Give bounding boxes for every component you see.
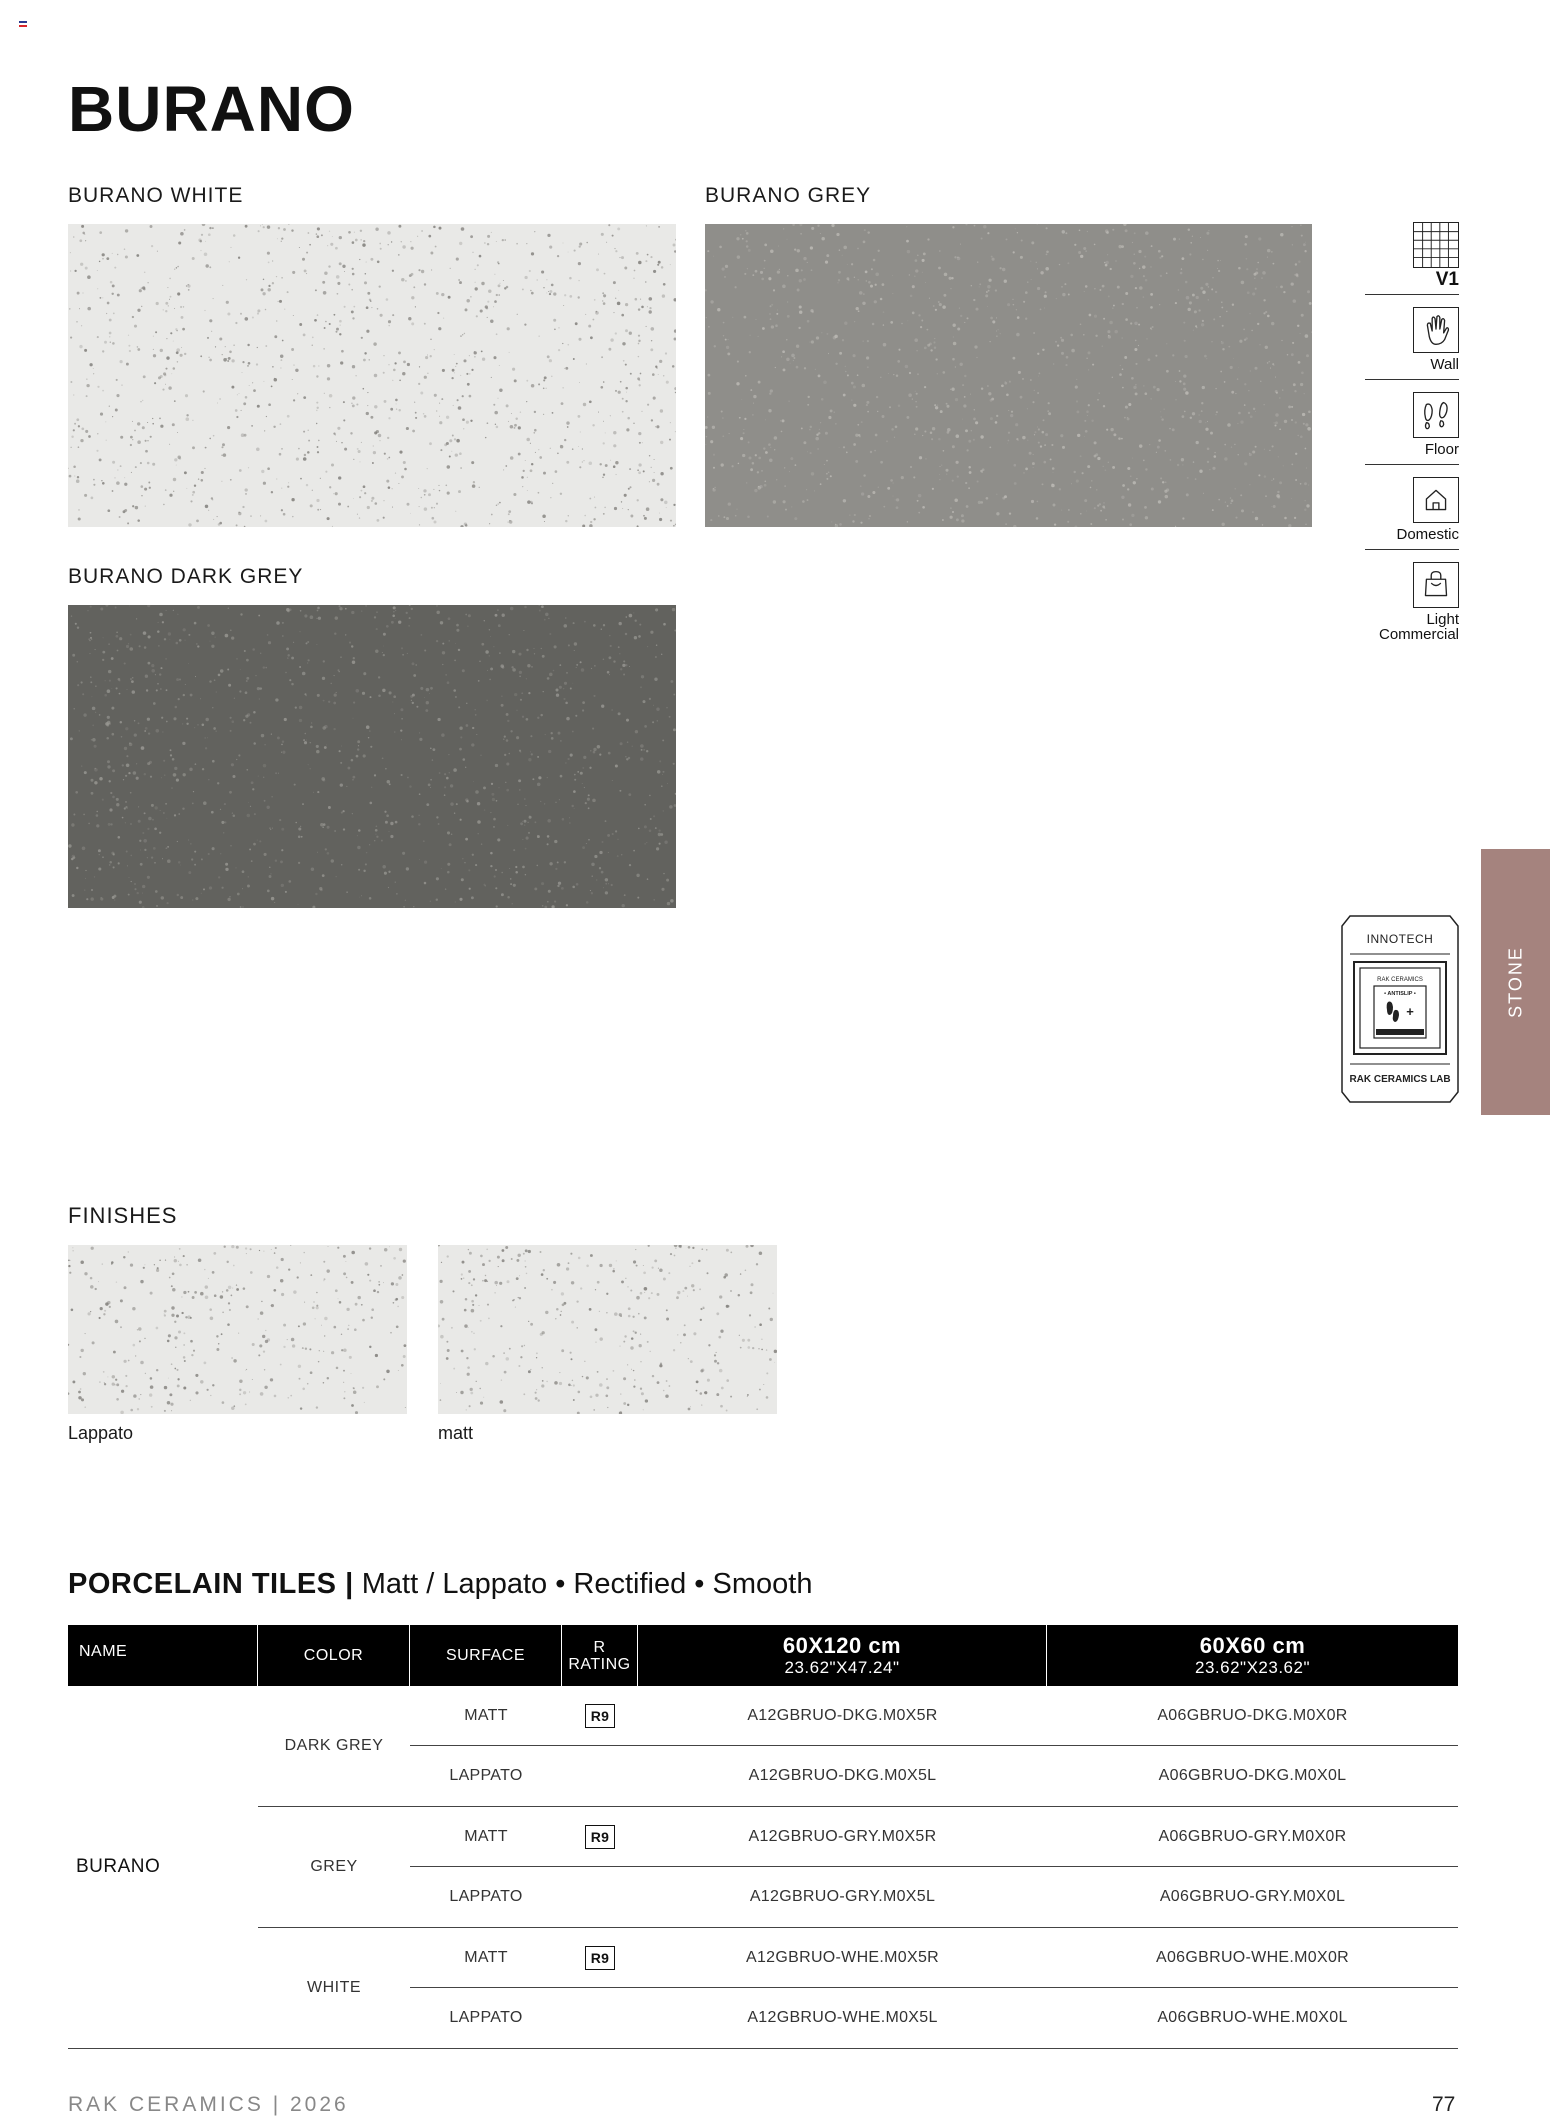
tile-label-dark-grey: BURANO DARK GREY xyxy=(68,565,304,588)
tile-swatch-grey xyxy=(705,224,1312,527)
surface-cell: LAPPATO xyxy=(449,1767,523,1784)
header-color: COLOR xyxy=(258,1625,410,1686)
header-r-rating xyxy=(562,1625,638,1686)
code-60x120-cell: A12GBRUO-GRY.M0X5L xyxy=(749,1888,936,1905)
color-cell: WHITE xyxy=(306,1979,362,1996)
spec-table xyxy=(68,1625,1458,2049)
color-group xyxy=(258,1928,1458,2048)
bag-commercial-icon xyxy=(1413,562,1459,608)
finish-swatch-matt xyxy=(438,1245,777,1414)
code-60x60-cell: A06GBRUO-WHE.M0X0R xyxy=(1156,1948,1349,1966)
badge-top-text: INNOTECH xyxy=(1366,932,1434,946)
color-group xyxy=(258,1686,1458,1807)
color-cell: GREY xyxy=(310,1858,358,1875)
usage-label-v1: V1 xyxy=(1435,269,1459,290)
table-row xyxy=(410,1928,1458,1988)
header-r-line2: RATING xyxy=(568,1655,631,1673)
series-heading xyxy=(68,1568,812,1601)
code-60x120-cell: A12GBRUO-DKG.M0X5R xyxy=(747,1706,938,1724)
tile-swatch-white xyxy=(68,224,676,527)
code-60x60-cell: A06GBRUO-WHE.M0X0L xyxy=(1157,2009,1348,2026)
color-group xyxy=(258,1807,1458,1928)
usage-item-floor xyxy=(1365,392,1459,465)
tile-swatch-dark-grey xyxy=(68,605,676,908)
header-size2-in: 23.62"X23.62" xyxy=(1195,1657,1310,1677)
header-name: NAME xyxy=(68,1625,258,1686)
code-60x60-cell: A06GBRUO-GRY.M0X0L xyxy=(1159,1888,1346,1905)
table-row xyxy=(410,1746,1458,1806)
r-rating-badge: R9 xyxy=(585,1946,616,1970)
finish-name-lappato: Lappato xyxy=(68,1423,134,1443)
header-size1-in: 23.62"X47.24" xyxy=(784,1657,900,1677)
badge-bottom-text: RAK CERAMICS LAB xyxy=(1349,1074,1451,1085)
code-60x120-cell: A12GBRUO-WHE.M0X5L xyxy=(747,2009,938,2026)
header-r-line1: R xyxy=(593,1638,606,1656)
usage-label-wall: Wall xyxy=(1430,356,1459,373)
page-number: 77 xyxy=(1432,2093,1456,2116)
surface-cell: LAPPATO xyxy=(449,2009,523,2026)
code-60x60-cell: A06GBRUO-DKG.M0X0R xyxy=(1157,1706,1348,1724)
usage-label-light: Light xyxy=(1426,611,1459,628)
code-60x120-cell: A12GBRUO-WHE.M0X5R xyxy=(746,1948,939,1966)
page-title: BURANO xyxy=(68,73,355,145)
tile-label-grey: BURANO GREY xyxy=(705,184,872,207)
surface-cell: MATT xyxy=(464,1827,508,1845)
surface-cell: MATT xyxy=(464,1948,508,1966)
grid-v1-icon xyxy=(1413,222,1459,268)
header-size-60x120 xyxy=(638,1625,1047,1686)
usage-sidebar xyxy=(1365,222,1459,661)
r-rating-cell xyxy=(562,1946,638,1970)
code-60x120-cell: A12GBRUO-DKG.M0X5L xyxy=(748,1767,937,1784)
badge-antislip-text: • ANTISLIP • xyxy=(1384,991,1416,997)
surface-cell: MATT xyxy=(464,1706,508,1724)
footprints-floor-icon xyxy=(1413,392,1459,438)
code-60x60-cell: A06GBRUO-DKG.M0X0L xyxy=(1158,1767,1347,1784)
svg-text:+: + xyxy=(1406,1004,1414,1019)
section-tab-stone[interactable] xyxy=(1481,849,1550,1115)
usage-label-floor: Floor xyxy=(1424,441,1459,458)
header-size1-cm: 60X120 cm xyxy=(782,1632,902,1658)
badge-inner-top-text: RAK CERAMICS xyxy=(1377,977,1423,983)
table-row xyxy=(410,1867,1458,1927)
code-60x120-cell: A12GBRUO-GRY.M0X5R xyxy=(748,1827,937,1845)
series-name-cell: BURANO xyxy=(76,1856,161,1877)
usage-item-light-commercial xyxy=(1365,562,1459,649)
surface-cell: LAPPATO xyxy=(449,1888,523,1905)
table-row xyxy=(410,1686,1458,1746)
finish-name-matt: matt xyxy=(438,1423,474,1443)
usage-item-domestic xyxy=(1365,477,1459,550)
hand-wall-icon xyxy=(1413,307,1459,353)
section-tab-label: STONE xyxy=(1505,946,1525,1018)
usage-item-v1 xyxy=(1365,222,1459,295)
usage-label-commercial: Commercial xyxy=(1378,626,1459,643)
finish-swatch-lappato xyxy=(68,1245,407,1414)
language-flag-icon[interactable] xyxy=(19,21,27,27)
series-heading-rest: Matt / Lappato • Rectified • Smooth xyxy=(361,1568,813,1600)
table-body xyxy=(68,1686,1458,2049)
code-60x60-cell: A06GBRUO-GRY.M0X0R xyxy=(1158,1827,1347,1845)
table-row xyxy=(410,1807,1458,1867)
series-heading-bold: PORCELAIN TILES | xyxy=(68,1568,354,1600)
r-rating-badge: R9 xyxy=(585,1825,616,1849)
r-rating-badge: R9 xyxy=(585,1704,616,1728)
tile-label-white: BURANO WHITE xyxy=(68,184,244,207)
header-surface: SURFACE xyxy=(410,1625,562,1686)
r-rating-cell xyxy=(562,1704,638,1728)
innotech-antislip-badge xyxy=(1340,914,1460,1104)
usage-label-domestic: Domestic xyxy=(1396,526,1459,543)
r-rating-cell xyxy=(562,1825,638,1849)
header-size2-cm: 60X60 cm xyxy=(1199,1632,1306,1658)
finishes-title: FINISHES xyxy=(68,1203,178,1228)
header-size-60x60 xyxy=(1047,1625,1458,1686)
table-row xyxy=(410,1988,1458,2048)
usage-item-wall xyxy=(1365,307,1459,380)
house-domestic-icon xyxy=(1413,477,1459,523)
table-header xyxy=(68,1625,1458,1686)
footer-brand: RAK CERAMICS | 2026 xyxy=(68,2093,349,2116)
color-cell: DARK GREY xyxy=(284,1737,384,1754)
